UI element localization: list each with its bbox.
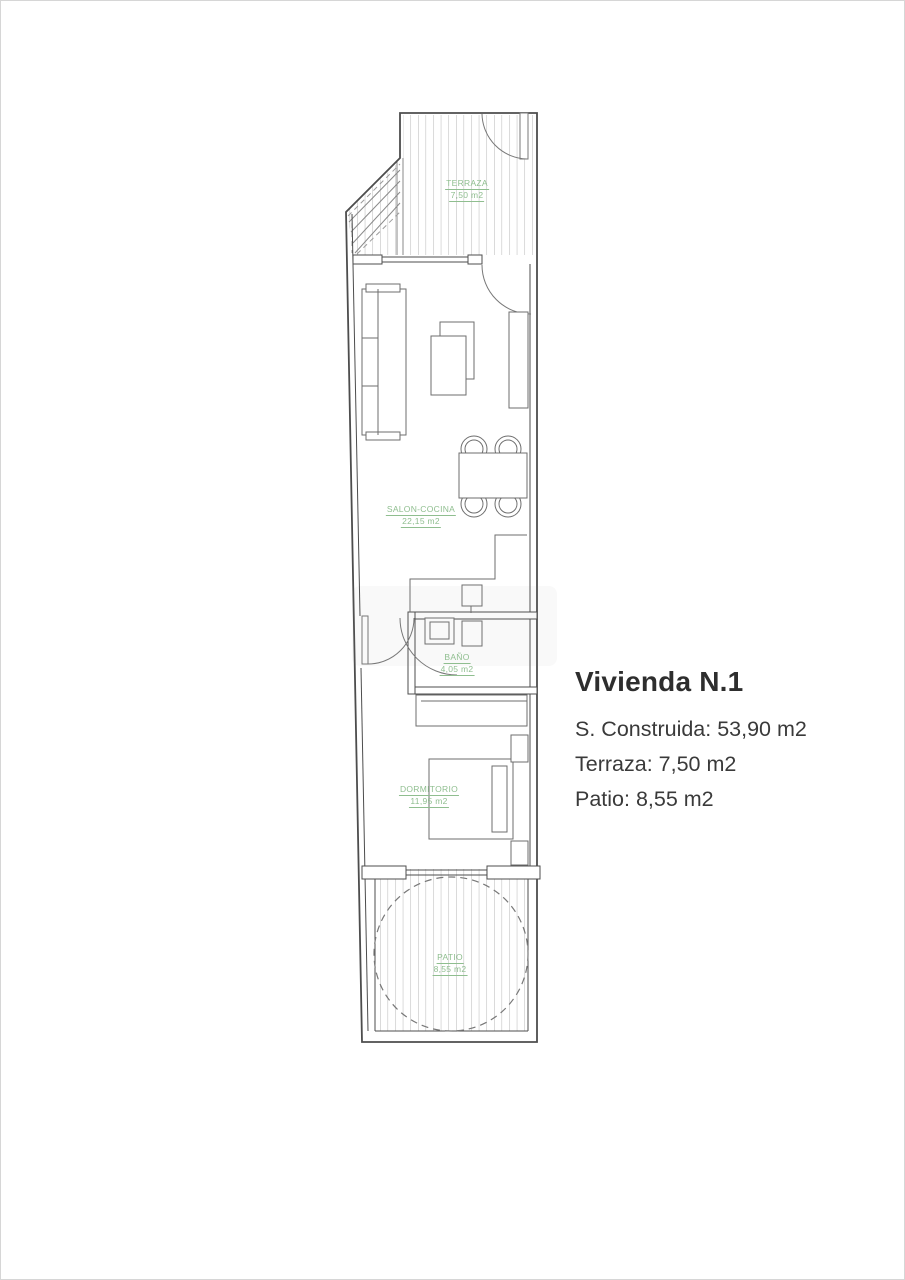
wardrobe <box>416 695 527 726</box>
dwelling-title: Vivienda N.1 <box>575 666 744 697</box>
dining-table <box>459 453 527 498</box>
patio-hatch <box>375 869 528 1031</box>
room-area: 7,50 m2 <box>450 190 484 200</box>
bathroom-sink <box>425 618 454 644</box>
furniture <box>362 284 528 865</box>
room-label-bano <box>440 652 475 676</box>
room-label-terraza <box>445 178 489 202</box>
dwelling-info <box>575 666 807 817</box>
entrance-door <box>362 616 414 664</box>
room-label-patio <box>433 952 468 976</box>
room-label-salon-cocina <box>386 504 456 528</box>
info-built-area: S. Construida: 53,90 m2 <box>575 717 807 741</box>
info-terrace-area: Terraza: 7,50 m2 <box>575 752 737 776</box>
toilet <box>462 621 482 646</box>
room-name: PATIO <box>437 952 463 962</box>
room-area: 11,95 m2 <box>410 796 448 806</box>
sofa <box>362 284 406 440</box>
kitchen-sink <box>462 585 482 613</box>
room-name: TERRAZA <box>446 178 488 188</box>
room-area: 4,05 m2 <box>440 664 474 674</box>
room-label-dormitorio <box>399 784 459 808</box>
room-area: 22,15 m2 <box>402 516 440 526</box>
room-name: SALON-COCINA <box>386 504 456 514</box>
armchair-table <box>431 322 474 395</box>
terrace-hatch <box>347 115 534 255</box>
room-name: BAÑO <box>444 652 470 662</box>
living-room-door <box>482 265 531 314</box>
info-patio-area: Patio: 8,55 m2 <box>575 787 714 811</box>
room-area: 8,55 m2 <box>433 964 467 974</box>
room-name: DORMITORIO <box>399 784 459 794</box>
